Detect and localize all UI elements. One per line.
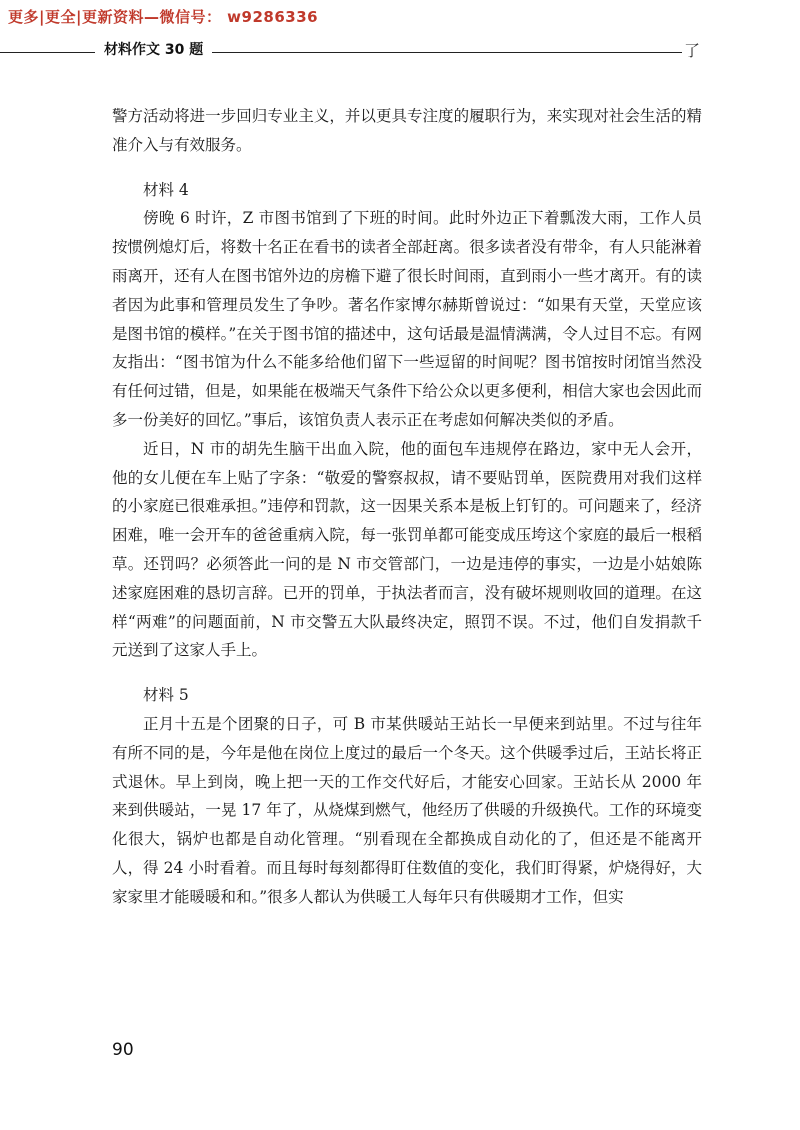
paragraph: 正月十五是个团聚的日子，可 B 市某供暖站王站长一早便来到站里。不过与往年有所不同的是，今年是他在岗位上度过的最后一个冬天。这个供暖季过后，王站长将正式退休。早上到岗，晚上把一天的工作交代好后，才能安心回家。王站长从 2000 年来到供暖站，一晃 17 年了，从烧煤到燃气，他经历了供暖的升级换代。工作的环境变化很大，锅炉也都是自动化管理。“别看现在全都换成自动化的了，但还是不能离开人，得 24 小时看着。而且每时每刻都得盯住数值的变化，我们盯得紧，炉烧得好，大家家里才能暖暖和和。”很多人都认为供暖工人每年只有供暖期才工作，但实 <box>112 714 702 906</box>
page-body <box>112 102 702 912</box>
section-heading-material-4: 材料 4 <box>143 180 189 199</box>
header-rule-left <box>0 52 95 53</box>
running-header <box>0 38 800 62</box>
header-rule-right <box>212 52 682 53</box>
section-heading-material-5: 材料 5 <box>143 686 189 705</box>
paragraph: 近日，N 市的胡先生脑干出血入院，他的面包车违规停在路边，家中无人会开，他的女儿便在车上贴了字条：“敬爱的警察叔叔，请不要贴罚单，医院费用对我们这样的小家庭已很难承担。”违停和罚款，这一因果关系本是板上钉钉的。可问题来了，经济困难，唯一会开车的爸爸重病入院，每一张罚单都可能变成压垮这个家庭的最后一根稻草。还罚吗？必须答此一问的是 N 市交管部门，一边是违停的事实，一边是小姑娘陈述家庭困难的恳切言辞。已开的罚单，于执法者而言，没有破坏规则收回的道理。在这样“两难”的问题面前，N 市交警五大队最终决定，照罚不误。不过，他们自发捐款千元送到了这家人手上。 <box>112 439 702 660</box>
watermark-text: 更多|更全|更新资料—微信号： w9286336 <box>8 8 319 26</box>
header-title: 材料作文 30 题 <box>104 42 204 58</box>
page-number: 90 <box>112 1040 134 1060</box>
header-corner-mark: 了 <box>684 41 701 60</box>
paragraph: 傍晚 6 时许，Z 市图书馆到了下班的时间。此时外边正下着瓢泼大雨，工作人员按惯例熄灯后，将数十名正在看书的读者全部赶离。很多读者没有带伞，有人只能淋着雨离开，还有人在图书馆外边的房檐下避了很长时间雨，直到雨小一些才离开。有的读者因为此事和管理员发生了争吵。著名作家博尔赫斯曾说过：“如果有天堂，天堂应该是图书馆的模样。”在关于图书馆的描述中，这句话最是温情满满，令人过目不忘。有网友指出：“图书馆为什么不能多给他们留下一些逗留的时间呢？图书馆按时闭馆当然没有任何过错，但是，如果能在极端天气条件下给公众以更多便利，相信大家也会因此而多一份美好的回忆。”事后，该馆负责人表示正在考虑如何解决类似的矛盾。 <box>112 209 702 429</box>
paragraph-continuation: 警方活动将进一步回归专业主义，并以更具专注度的履职行为，来实现对社会生活的精准介入与有效服务。 <box>112 107 702 154</box>
